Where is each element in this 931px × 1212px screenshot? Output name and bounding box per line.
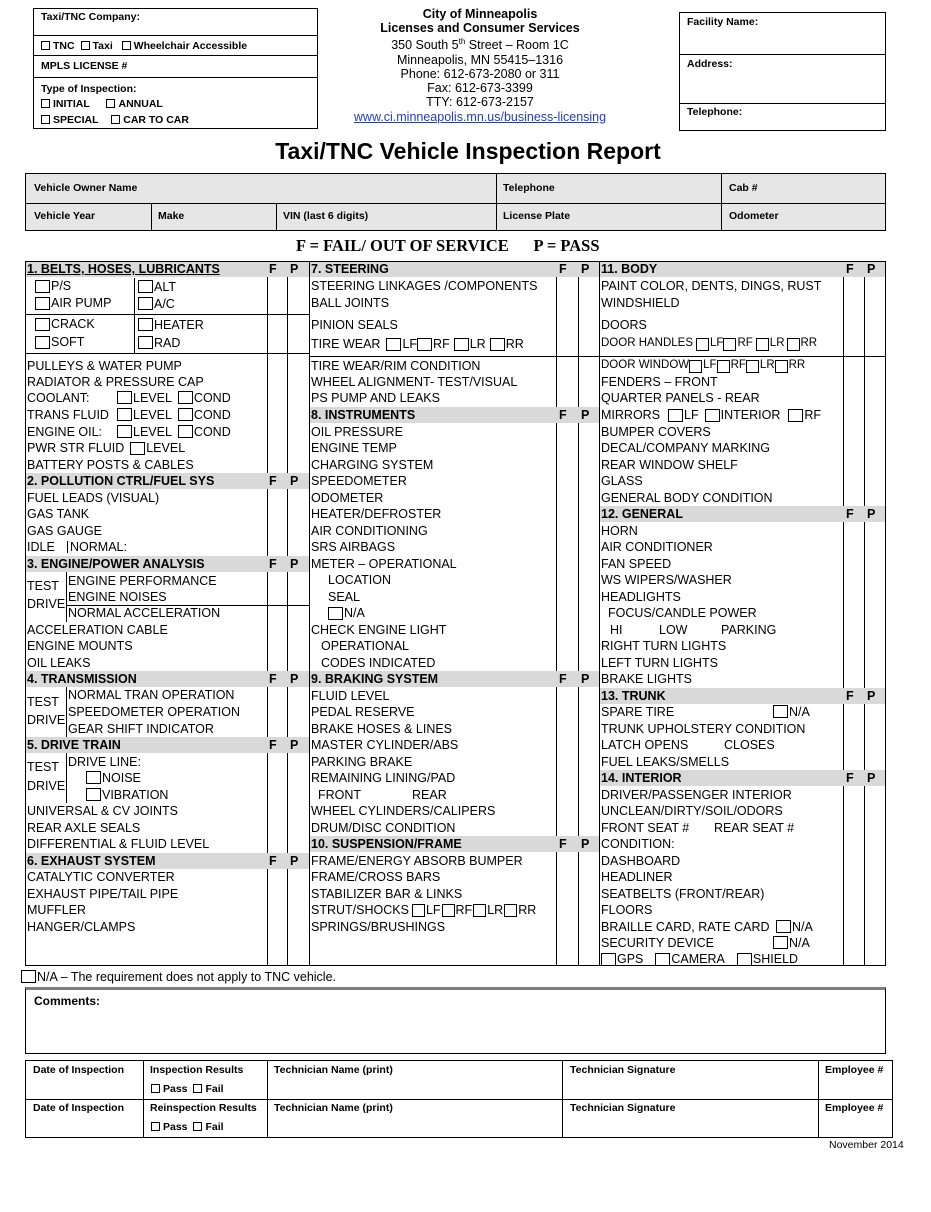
- inspection-pass-fail: Pass Fail: [151, 1083, 224, 1095]
- row-exhaust-pipe: EXHAUST PIPE/TAIL PIPE: [27, 886, 179, 901]
- row-brake-lights: BRAKE LIGHTS: [601, 671, 692, 686]
- agency-block: [340, 7, 620, 124]
- spare-na-checkbox[interactable]: [773, 705, 788, 718]
- row-universal: UNIVERSAL & CV JOINTS: [27, 803, 178, 818]
- mirror-interior-checkbox[interactable]: [705, 409, 720, 422]
- na-note-checkbox[interactable]: [21, 970, 36, 983]
- row-coolant: COOLANT: LEVEL COND: [27, 390, 231, 406]
- row-door-handles: DOOR HANDLES LF RF LR RR: [601, 337, 818, 350]
- strut-lr-checkbox[interactable]: [473, 904, 486, 917]
- car-to-car-checkbox[interactable]: [111, 115, 120, 124]
- row-engine-noises: ENGINE NOISES: [68, 589, 167, 604]
- row-drive-line: DRIVE LINE:: [68, 754, 141, 769]
- license-label: MPLS LICENSE #: [41, 60, 128, 72]
- special-checkbox[interactable]: [41, 115, 50, 124]
- column-2: [310, 262, 600, 965]
- air-pump-checkbox[interactable]: [35, 297, 50, 310]
- row-bumper-covers: BUMPER COVERS: [601, 424, 711, 439]
- odometer-label: Odometer: [729, 210, 779, 222]
- row-srs: SRS AIRBAGS: [311, 539, 396, 554]
- handle-rr-checkbox[interactable]: [787, 338, 800, 351]
- initial-checkbox[interactable]: [41, 99, 50, 108]
- row-muffler: MUFFLER: [27, 902, 87, 917]
- row-location: LOCATION: [328, 572, 391, 587]
- row-ws-wipers: WS WIPERS/WASHER: [601, 572, 732, 587]
- row-steering-linkages: STEERING LINKAGES /COMPONENTS: [311, 279, 538, 294]
- row-ce-operational: OPERATIONAL: [321, 638, 409, 653]
- rad-checkbox[interactable]: [138, 336, 153, 349]
- row-battery: BATTERY POSTS & CABLES: [27, 457, 194, 472]
- reinspection-pass-checkbox[interactable]: [151, 1122, 160, 1131]
- reinspection-pass-fail: Pass Fail: [151, 1121, 224, 1133]
- handle-lr-checkbox[interactable]: [756, 338, 769, 351]
- agency-city: Minneapolis, MN 55415–1316: [396, 52, 564, 67]
- alt-checkbox[interactable]: [138, 280, 153, 293]
- row-trans-fluid: TRANS FLUID LEVEL COND: [27, 407, 231, 423]
- row-fan-speed: FAN SPEED: [601, 556, 672, 571]
- row-stabilizer: STABILIZER BAR & LINKS: [311, 886, 463, 901]
- row-engine-temp: ENGINE TEMP: [311, 440, 397, 455]
- row-wheel-cyl: WHEEL CYLINDERS/CALIPERS: [311, 803, 496, 818]
- row-general-body: GENERAL BODY CONDITION: [601, 490, 773, 505]
- license-plate-label: License Plate: [503, 210, 571, 222]
- section-interior: 14. INTERIOR F P: [600, 770, 885, 786]
- row-ps-alt: P/S ALT: [26, 278, 309, 295]
- agency-phone: Phone: 612-673-2080 or 311: [400, 66, 560, 81]
- row-paint: PAINT COLOR, DENTS, DINGS, RUST: [601, 279, 822, 294]
- row-gear-shift: GEAR SHIFT INDICATOR: [68, 721, 214, 736]
- strut-rf-checkbox[interactable]: [442, 904, 455, 917]
- ps-checkbox[interactable]: [35, 280, 50, 293]
- row-right-turn: RIGHT TURN LIGHTS: [601, 638, 727, 653]
- row-latch: LATCH OPENS CLOSES: [601, 737, 775, 752]
- row-gas-gauge: GAS GAUGE: [27, 523, 103, 538]
- row-condition: CONDITION:: [601, 836, 675, 851]
- row-fenders: FENDERS – FRONT: [601, 374, 718, 389]
- row-ball-joints: BALL JOINTS: [311, 296, 390, 311]
- row-rear-shelf: REAR WINDOW SHELF: [601, 457, 738, 472]
- coolant-level-checkbox[interactable]: [117, 391, 132, 404]
- inspection-type-row2: SPECIAL CAR TO CAR: [41, 114, 189, 126]
- row-catalytic: CATALYTIC CONVERTER: [27, 869, 175, 884]
- facility-box: [679, 12, 886, 131]
- row-check-engine: CHECK ENGINE LIGHT: [311, 622, 447, 637]
- inspection-type-row1: INITIAL ANNUAL: [41, 98, 163, 110]
- fail-pass-legend: F = FAIL/ OUT OF SERVICE P = PASS: [296, 236, 600, 255]
- row-seatbelts: SEATBELTS (FRONT/REAR): [601, 886, 765, 901]
- section-body: 11. BODY F P: [600, 262, 885, 277]
- reinspection-results-label: Reinspection Results: [150, 1102, 257, 1114]
- column-3: [600, 262, 885, 965]
- row-unclean: UNCLEAN/DIRTY/SOIL/ODORS: [601, 803, 783, 818]
- section-general: 12. GENERAL F P: [600, 506, 885, 522]
- row-security: SECURITY DEVICE N/A: [601, 935, 810, 951]
- reinspection-date-label: Date of Inspection: [33, 1102, 125, 1114]
- window-rf-checkbox[interactable]: [717, 360, 730, 373]
- row-spare-tire: SPARE TIRE N/A: [601, 704, 810, 720]
- row-air-conditioner: AIR CONDITIONER: [601, 539, 713, 554]
- mirror-rf-checkbox[interactable]: [788, 409, 803, 422]
- row-idle: IDLE NORMAL:: [27, 539, 127, 554]
- meter-na-checkbox[interactable]: [328, 607, 343, 620]
- annual-checkbox[interactable]: [106, 99, 115, 108]
- row-parking-brake: PARKING BRAKE: [311, 754, 413, 769]
- row-seal: SEAL: [328, 589, 360, 604]
- tire-rr-checkbox[interactable]: [490, 338, 505, 351]
- agency-division: Licenses and Consumer Services: [380, 21, 580, 36]
- row-engine-perf: ENGINE PERFORMANCE: [68, 573, 217, 588]
- reinspection-fail-checkbox[interactable]: [193, 1122, 202, 1131]
- row-speedo-op: SPEEDOMETER OPERATION: [68, 704, 241, 719]
- soft-checkbox[interactable]: [35, 336, 50, 349]
- row-wheel-alignment: WHEEL ALIGNMENT- TEST/VISUAL: [311, 374, 518, 389]
- row-rear-axle: REAR AXLE SEALS: [27, 820, 141, 835]
- row-tire-rim: TIRE WEAR/RIM CONDITION: [311, 358, 481, 373]
- row-mirrors: MIRRORS LF INTERIOR RF: [601, 407, 822, 422]
- row-normal-accel: NORMAL ACCELERATION: [68, 605, 221, 620]
- footer-date: November 2014: [829, 1139, 904, 1151]
- row-tire-wear: TIRE WEAR LF RF LR RR: [311, 336, 524, 351]
- row-differential: DIFFERENTIAL & FLUID LEVEL: [27, 836, 210, 851]
- vehicle-year-label: Vehicle Year: [34, 210, 96, 222]
- gps-checkbox[interactable]: [601, 953, 616, 966]
- vibration-checkbox[interactable]: [86, 788, 101, 801]
- row-meter-na: N/A: [310, 605, 599, 621]
- make-label: Make: [158, 210, 185, 222]
- inspection-grid: [25, 261, 886, 966]
- facility-address-label: Address:: [687, 58, 733, 70]
- oil-level-checkbox[interactable]: [117, 425, 132, 438]
- inspection-pass-checkbox[interactable]: [151, 1084, 160, 1093]
- row-meter-op: METER – OPERATIONAL: [311, 556, 457, 571]
- row-radiator: RADIATOR & PRESSURE CAP: [27, 374, 204, 389]
- section-drive-train: 5. DRIVE TRAIN F P: [26, 737, 309, 753]
- row-hi-low-parking: HI LOW PARKING: [610, 622, 777, 637]
- row-front-rear: FRONT REAR: [318, 787, 447, 802]
- employee-label-1: Employee #: [825, 1064, 884, 1076]
- vehicle-type-options: TNC Taxi Wheelchair Accessible: [41, 40, 247, 52]
- row-trunk-upholstery: TRUNK UPHOLSTERY CONDITION: [601, 721, 806, 736]
- agency-website-link[interactable]: www.ci.minneapolis.mn.us/business-licensing: [353, 109, 607, 124]
- na-note: N/A – The requirement does not apply to TNC vehicle.: [21, 970, 336, 984]
- row-headliner: HEADLINER: [601, 869, 673, 884]
- camera-checkbox[interactable]: [655, 953, 670, 966]
- row-oil-pressure: OIL PRESSURE: [311, 424, 403, 439]
- oil-cond-checkbox[interactable]: [178, 425, 193, 438]
- tnc-checkbox[interactable]: [41, 41, 50, 50]
- form-row: TEST: [27, 694, 59, 709]
- owner-name-label: Vehicle Owner Name: [34, 182, 138, 194]
- inspection-date-label: Date of Inspection: [33, 1064, 125, 1076]
- form-row: TEST: [27, 578, 59, 593]
- tire-lr-checkbox[interactable]: [454, 338, 469, 351]
- row-dashboard: DASHBOARD: [601, 853, 681, 868]
- taxi-checkbox[interactable]: [81, 41, 90, 50]
- row-crack-heater: CRACK HEATER: [26, 316, 309, 333]
- vehicle-info-table: [25, 173, 886, 231]
- wheelchair-checkbox[interactable]: [122, 41, 131, 50]
- section-pollution: 2. POLLUTION CTRL/FUEL SYS F P: [26, 473, 309, 489]
- row-charging: CHARGING SYSTEM: [311, 457, 434, 472]
- row-odometer: ODOMETER: [311, 490, 384, 505]
- row-drum-disc: DRUM/DISC CONDITION: [311, 820, 456, 835]
- tire-rf-checkbox[interactable]: [417, 338, 432, 351]
- row-driver-interior: DRIVER/PASSENGER INTERIOR: [601, 787, 792, 802]
- crack-checkbox[interactable]: [35, 318, 50, 331]
- handle-lf-checkbox[interactable]: [696, 338, 709, 351]
- row-seats: FRONT SEAT # REAR SEAT #: [601, 820, 795, 835]
- trans-cond-checkbox[interactable]: [178, 408, 193, 421]
- row-speedometer: SPEEDOMETER: [311, 473, 407, 488]
- row-oil-leaks: OIL LEAKS: [27, 655, 91, 670]
- row-noise: NOISE: [26, 770, 309, 786]
- form-row: TEST: [27, 759, 59, 774]
- form-row: DRIVE: [27, 712, 66, 727]
- agency-name: City of Minneapolis: [422, 7, 538, 21]
- section-trunk: 13. TRUNK F P: [600, 688, 885, 704]
- row-focus: FOCUS/CANDLE POWER: [608, 605, 757, 620]
- row-strut: STRUT/SHOCKS LF RF LR RR: [311, 902, 537, 917]
- window-lr-checkbox[interactable]: [746, 360, 759, 373]
- inspection-type-label: Type of Inspection:: [41, 83, 137, 95]
- row-fuel-leaks: FUEL LEAKS/SMELLS: [601, 754, 730, 769]
- row-floors: FLOORS: [601, 902, 653, 917]
- row-vibration: VIBRATION: [26, 787, 309, 803]
- section-exhaust: 6. EXHAUST SYSTEM F P: [26, 853, 309, 869]
- row-air-conditioning: AIR CONDITIONING: [311, 523, 428, 538]
- row-ps-pump: PS PUMP AND LEAKS: [311, 390, 440, 405]
- section-belts-hoses: 1. BELTS, HOSES, LUBRICANTS F P: [26, 262, 309, 277]
- row-glass: GLASS: [601, 473, 643, 488]
- facility-telephone-label: Telephone:: [687, 106, 743, 118]
- row-fuel-leads: FUEL LEADS (VISUAL): [27, 490, 160, 505]
- row-normal-tran: NORMAL TRAN OPERATION: [68, 687, 235, 702]
- row-horn: HORN: [601, 523, 638, 538]
- section-steering: 7. STEERING F P: [310, 262, 599, 277]
- owner-telephone-label: Telephone: [503, 182, 555, 194]
- coolant-cond-checkbox[interactable]: [178, 391, 193, 404]
- form-row: DRIVE: [27, 596, 66, 611]
- row-pedal-reserve: PEDAL RESERVE: [311, 704, 415, 719]
- security-na-checkbox[interactable]: [773, 936, 788, 949]
- strut-rr-checkbox[interactable]: [504, 904, 517, 917]
- row-pinion-seals: PINION SEALS: [311, 318, 398, 333]
- row-brake-hoses: BRAKE HOSES & LINES: [311, 721, 453, 736]
- cab-number-label: Cab #: [729, 182, 758, 194]
- agency-tty: TTY: 612-673-2157: [426, 95, 534, 110]
- row-hanger: HANGER/CLAMPS: [27, 919, 136, 934]
- braille-na-checkbox[interactable]: [776, 920, 791, 933]
- row-door-window: DOOR WINDOW LF RF LR RR: [601, 359, 806, 372]
- section-braking: 9. BRAKING SYSTEM F P: [310, 671, 599, 687]
- row-heater-defroster: HEATER/DEFROSTER: [311, 506, 442, 521]
- handle-rf-checkbox[interactable]: [723, 338, 736, 351]
- trans-level-checkbox[interactable]: [117, 408, 132, 421]
- strut-lf-checkbox[interactable]: [412, 904, 425, 917]
- window-lf-checkbox[interactable]: [689, 360, 702, 373]
- section-suspension: 10. SUSPENSION/FRAME F P: [310, 836, 599, 852]
- window-rr-checkbox[interactable]: [775, 360, 788, 373]
- row-engine-mounts: ENGINE MOUNTS: [27, 638, 133, 653]
- inspection-fail-checkbox[interactable]: [193, 1084, 202, 1093]
- form-row: DRIVE: [27, 778, 66, 793]
- row-pwr-str: PWR STR FLUID LEVEL: [27, 440, 186, 455]
- tech-signature-label-1: Technician Signature: [570, 1064, 676, 1076]
- row-left-turn: LEFT TURN LIGHTS: [601, 655, 718, 670]
- row-springs: SPRINGS/BRUSHINGS: [311, 919, 446, 934]
- column-1: [26, 262, 310, 965]
- row-headlights: HEADLIGHTS: [601, 589, 681, 604]
- row-master-cyl: MASTER CYLINDER/ABS: [311, 737, 459, 752]
- row-braille: BRAILLE CARD, RATE CARD N/A: [601, 919, 813, 935]
- section-transmission: 4. TRANSMISSION F P: [26, 671, 309, 687]
- tech-name-label-2: Technician Name (print): [274, 1102, 393, 1114]
- ac-checkbox[interactable]: [138, 297, 153, 310]
- row-fluid-level: FLUID LEVEL: [311, 688, 390, 703]
- section-instruments: 8. INSTRUMENTS F P: [310, 407, 599, 423]
- comments-label: Comments:: [34, 994, 101, 1008]
- row-quarter-panels: QUARTER PANELS - REAR: [601, 390, 760, 405]
- row-gas-tank: GAS TANK: [27, 506, 90, 521]
- tech-signature-label-2: Technician Signature: [570, 1102, 676, 1114]
- vin-label: VIN (last 6 digits): [283, 210, 369, 222]
- row-remaining-lining: REMAINING LINING/PAD: [311, 770, 456, 785]
- row-accel-cable: ACCELERATION CABLE: [27, 622, 168, 637]
- row-codes: CODES INDICATED: [321, 655, 436, 670]
- facility-name-label: Facility Name:: [687, 16, 759, 28]
- row-engine-oil: ENGINE OIL: LEVEL COND: [27, 424, 231, 440]
- page-title: Taxi/TNC Vehicle Inspection Report: [275, 138, 661, 164]
- mirror-lf-checkbox[interactable]: [668, 409, 683, 422]
- row-soft-rad: SOFT RAD: [26, 334, 309, 351]
- company-box: [33, 8, 318, 129]
- agency-fax: Fax: 612-673-3399: [427, 81, 533, 96]
- row-doors: DOORS: [601, 318, 647, 333]
- shield-checkbox[interactable]: [737, 953, 752, 966]
- row-windshield: WINDSHIELD: [601, 296, 680, 311]
- company-label: Taxi/TNC Company:: [41, 11, 140, 23]
- heater-checkbox[interactable]: [138, 318, 153, 331]
- row-decal: DECAL/COMPANY MARKING: [601, 440, 771, 455]
- tech-name-label-1: Technician Name (print): [274, 1064, 393, 1076]
- row-frame-cross: FRAME/CROSS BARS: [311, 869, 441, 884]
- row-pulleys: PULLEYS & WATER PUMP: [27, 358, 182, 373]
- row-security-options: GPS CAMERA SHIELD: [600, 951, 885, 967]
- inspection-results-label: Inspection Results: [150, 1064, 244, 1076]
- section-engine-power: 3. ENGINE/POWER ANALYSIS F P: [26, 556, 309, 572]
- pwr-str-level-checkbox[interactable]: [130, 442, 145, 455]
- row-airpump-ac: AIR PUMP A/C: [26, 295, 309, 312]
- employee-label-2: Employee #: [825, 1102, 884, 1114]
- signoff-table: [25, 1060, 893, 1138]
- agency-address: 350 South 5th Street – Room 1C: [391, 37, 569, 53]
- comments-field[interactable]: [28, 1008, 883, 1052]
- tire-lf-checkbox[interactable]: [386, 338, 401, 351]
- row-frame-energy: FRAME/ENERGY ABSORB BUMPER: [311, 853, 523, 868]
